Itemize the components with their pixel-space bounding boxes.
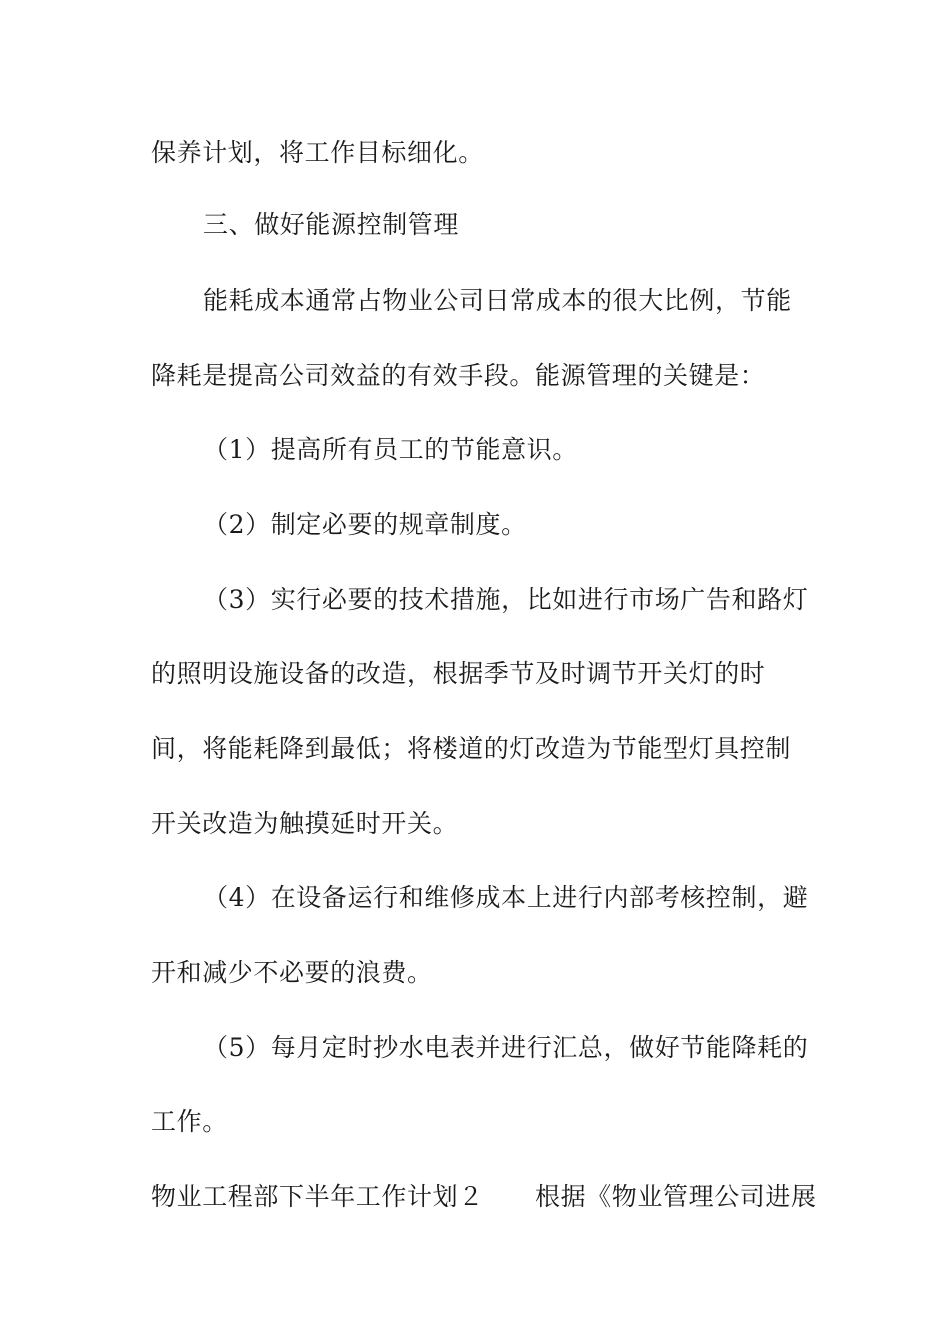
list-item-3: （3）实行必要的技术措施，比如进行市场广告和路灯 [203, 585, 809, 614]
text-line-1: 保养计划，将工作目标细化。 [151, 138, 484, 167]
list-item-4: （4）在设备运行和维修成本上进行内部考核控制，避 [203, 883, 809, 912]
text-line-12: 开和减少不必要的浪费。 [151, 958, 433, 987]
list-item-2: （2）制定必要的规章制度。 [203, 510, 527, 539]
text-line-14: 工作。 [151, 1107, 228, 1136]
text-line-10: 开关改造为触摸延时开关。 [151, 809, 459, 838]
text-line-9: 间，将能耗降到最低；将楼道的灯改造为节能型灯具控制 [151, 734, 792, 763]
text-line-3: 能耗成本通常占物业公司日常成本的很大比例，节能 [203, 286, 792, 315]
list-item-5: （5）每月定时抄水电表并进行汇总，做好节能降耗的 [203, 1033, 809, 1062]
next-section-title: 物业工程部下半年工作计划２ 根据《物业管理公司进展 [151, 1182, 817, 1211]
list-item-1: （1）提高所有员工的节能意识。 [203, 435, 578, 464]
text-line-4: 降耗是提高公司效益的有效手段。能源管理的关键是： [151, 361, 766, 390]
section-heading: 三、做好能源控制管理 [203, 210, 460, 239]
text-line-8: 的照明设施设备的改造，根据季节及时调节开关灯的时 [151, 659, 766, 688]
